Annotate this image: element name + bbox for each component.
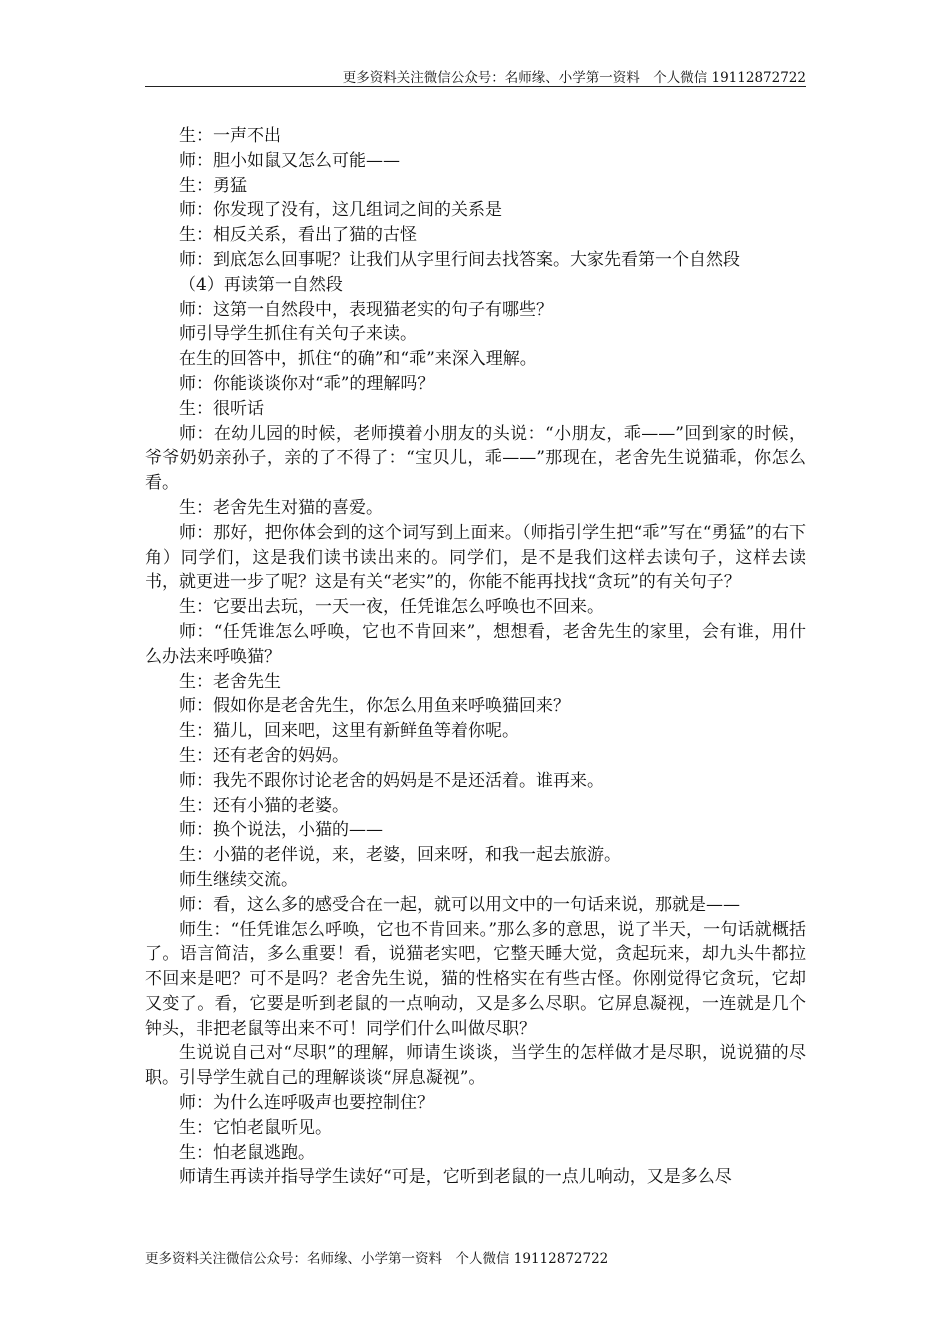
dialogue-paragraph: 师：换个说法，小猫的—— xyxy=(179,820,383,841)
dialogue-paragraph: 师：在幼儿园的时候，老师摸着小朋友的头说：“小朋友，乖——”回到家的时候，爷爷奶奶亲孙子，亲的了不得了：“宝贝儿，乖——”那现在，老舍先生说猫乖，你怎么看。 xyxy=(145,423,806,494)
dialogue-paragraph: 师：这第一自然段中，表现猫老实的句子有哪些？ xyxy=(179,299,553,320)
dialogue-paragraph: 师：为什么连呼吸声也要控制住？ xyxy=(179,1093,434,1114)
dialogue-paragraph: 师：你发现了没有，这几组词之间的关系是 xyxy=(179,200,502,221)
dialogue-paragraph: 生：相反关系，看出了猫的古怪 xyxy=(179,225,417,246)
page-header: 更多资料关注微信公众号：名师缘、小学第一资料 个人微信 19112872722 xyxy=(342,70,806,86)
dialogue-paragraph: 生：一声不出 xyxy=(179,126,281,146)
dialogue-paragraph: 生：勇猛 xyxy=(179,175,247,196)
document-body xyxy=(145,124,806,1190)
dialogue-paragraph: 生：它要出去玩，一天一夜，任凭谁怎么呼唤也不回来。 xyxy=(179,597,604,618)
dialogue-paragraph: 生：它怕老鼠听见。 xyxy=(179,1117,332,1138)
page-footer: 更多资料关注微信公众号：名师缘、小学第一资料 个人微信 19112872722 xyxy=(145,1251,609,1267)
dialogue-paragraph: 生：老舍先生对猫的喜爱。 xyxy=(179,497,383,518)
dialogue-paragraph: 在生的回答中，抓住“的确”和“乖”来深入理解。 xyxy=(179,349,537,370)
dialogue-paragraph: 师引导学生抓住有关句子来读。 xyxy=(179,324,417,345)
dialogue-paragraph: 师：那好，把你体会到的这个词写到上面来。（师指引学生把“乖”写在“勇猛”的右下角）同学们，这是我们读书读出来的。同学们，是不是我们这样去读句子，这样去读书，就更进一步了呢？这是有关“老实”的，你能不能再找找“贪玩”的有关句子？ xyxy=(145,522,806,593)
dialogue-paragraph: 生：很听话 xyxy=(179,398,264,419)
dialogue-paragraph: 生：还有小猫的老婆。 xyxy=(179,795,349,816)
dialogue-paragraph: 师生：“任凭谁怎么呼唤，它也不肯回来。”那么多的意思，说了半天，一句话就概括了。语言简洁，多么重要！看，说猫老实吧，它整天睡大觉，贪起玩来，却九头牛都拉不回来是吧？可不是吗？老舍先生说，猫的性格实在有些古怪。你刚觉得它贪玩，它却又变了。看，它要是听到老鼠的一点响动，又是多么尽职。它屏息凝视，一连就是几个钟头，非把老鼠等出来不可！同学们什么叫做尽职？ xyxy=(145,919,806,1039)
dialogue-paragraph: 师：我先不跟你讨论老舍的妈妈是不是还活着。谁再来。 xyxy=(179,770,604,791)
dialogue-paragraph: 师请生再读并指导学生读好“可是，它听到老鼠的一点儿响动，又是多么尽 xyxy=(179,1167,732,1188)
dialogue-paragraph: 生：怕老鼠逃跑。 xyxy=(179,1142,315,1163)
dialogue-paragraph: 生：猫儿，回来吧，这里有新鲜鱼等着你呢。 xyxy=(179,721,519,742)
dialogue-paragraph: 生：老舍先生 xyxy=(179,671,281,692)
dialogue-paragraph: 生：还有老舍的妈妈。 xyxy=(179,745,349,766)
dialogue-paragraph: 师：看，这么多的感受合在一起，就可以用文中的一句话来说，那就是—— xyxy=(179,894,740,915)
header-divider xyxy=(145,86,806,87)
dialogue-paragraph: 师：到底怎么回事呢？让我们从字里行间去找答案。大家先看第一个自然段 xyxy=(179,249,740,270)
dialogue-paragraph: 生说说自己对“尽职”的理解，师请生谈谈，当学生的怎样做才是尽职，说说猫的尽职。引导学生就自己的理解谈谈“屏息凝视”。 xyxy=(145,1043,806,1089)
dialogue-paragraph: 师：“任凭谁怎么呼唤，它也不肯回来”，想想看，老舍先生的家里，会有谁，用什么办法来呼唤猫？ xyxy=(145,621,806,667)
dialogue-paragraph: 师：胆小如鼠又怎么可能—— xyxy=(179,150,400,171)
dialogue-paragraph: 生：小猫的老伴说，来，老婆，回来呀，和我一起去旅游。 xyxy=(179,845,621,866)
dialogue-paragraph: 师：你能谈谈你对“乖”的理解吗？ xyxy=(179,373,435,394)
dialogue-paragraph: （4）再读第一自然段 xyxy=(179,274,343,295)
dialogue-paragraph: 师：假如你是老舍先生，你怎么用鱼来呼唤猫回来？ xyxy=(179,696,570,717)
dialogue-paragraph: 师生继续交流。 xyxy=(179,869,298,890)
